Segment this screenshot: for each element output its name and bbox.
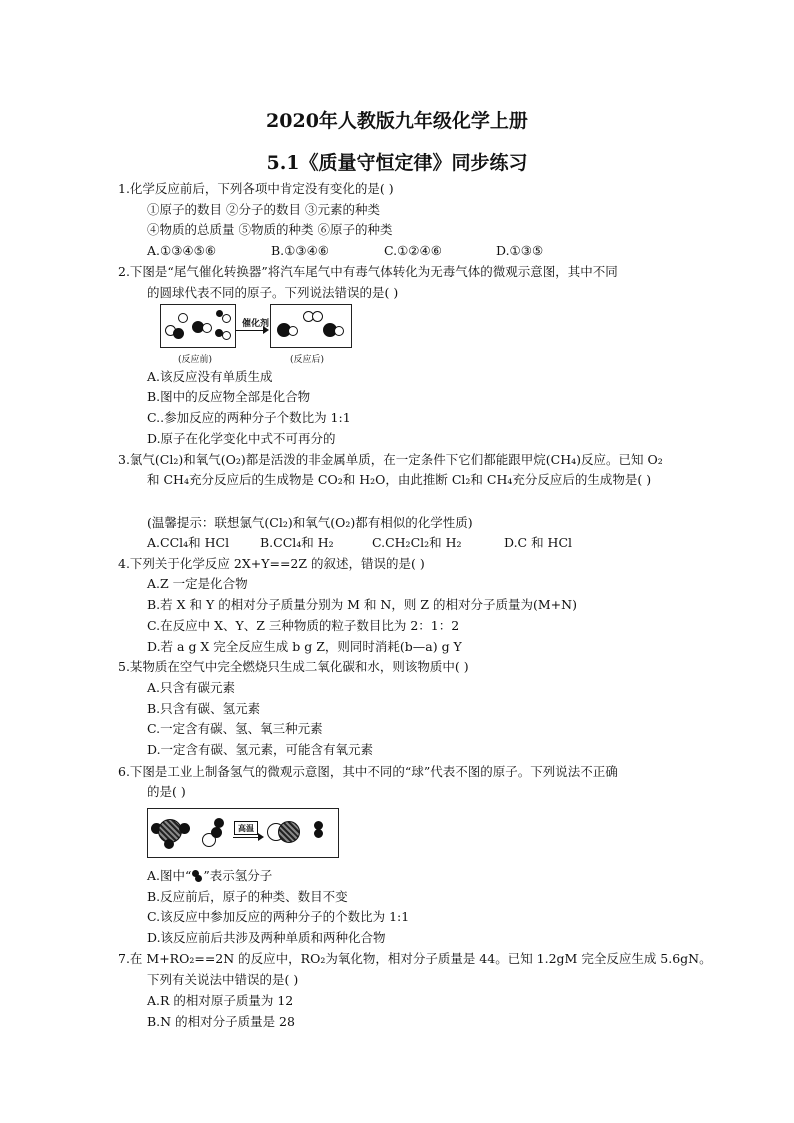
- q6-option-c: C.该反应中参加反应的两种分子的个数比为 1:1: [147, 909, 410, 924]
- q1-options: [147, 243, 543, 259]
- worksheet-subtitle: 5.1《质量守恒定律》同步练习: [266, 152, 528, 174]
- q2-stem-line2: 的圆球代表不同的原子。下列说法错误的是( ): [147, 285, 399, 300]
- white-atom-icon: [312, 311, 323, 322]
- white-atom-icon: [334, 326, 344, 336]
- white-atom-icon: [178, 313, 188, 323]
- q2-stem-line1: 2.下图是“尾气催化转换器”将汽车尾气中有毒气体转化为无毒气体的微观示意图，其中不同: [118, 264, 618, 279]
- q6-diagram: [147, 808, 347, 858]
- q6-reaction-box: [147, 808, 339, 858]
- q2-arrow-line: [236, 330, 264, 331]
- q5-option-c: C.一定含有碳、氢、氧三种元素: [147, 721, 323, 736]
- white-atom-icon: [202, 323, 212, 333]
- q3-stem-line2: 和 CH₄充分反应后的生成物是 CO₂和 H₂O，由此推断 Cl₂和 CH₄充分反应后的生成物是( ): [147, 472, 652, 487]
- q6-arrow-line: [233, 837, 259, 838]
- hydrogen-molecule-icon: [191, 870, 203, 882]
- q5-stem: 5.某物质在空气中完全燃烧只生成二氧化碳和水，则该物质中( ): [118, 659, 469, 674]
- q3-option-c: C.CH₂Cl₂和 H₂: [372, 535, 462, 550]
- q6-stem-line2: 的是( ): [147, 784, 186, 799]
- q7-option-a: A.R 的相对原子质量为 12: [147, 993, 294, 1008]
- worksheet-title: 2020年人教版九年级化学上册: [266, 110, 528, 132]
- q4-option-c: C.在反应中 X、Y、Z 三种物质的粒子数目比为 2：1：2: [147, 618, 460, 633]
- white-atom-icon: [288, 326, 298, 336]
- q2-option-b: B.图中的反应物全部是化合物: [147, 389, 311, 404]
- black-atom-icon: [211, 827, 222, 838]
- black-atom-icon: [179, 823, 190, 834]
- q1-option-d: D.①③⑤: [496, 243, 544, 258]
- q4-stem: 4.下列关于化学反应 2X+Y==2Z 的叙述，错误的是( ): [118, 556, 425, 571]
- q3-option-d: D.C 和 HCl: [504, 535, 573, 550]
- black-atom-icon: [173, 328, 184, 339]
- q2-after-box: [270, 304, 352, 348]
- q1-option-b: B.①③④⑥: [271, 243, 329, 258]
- q2-option-d: D.原子在化学变化中式不可再分的: [147, 431, 336, 446]
- q3-stem-line1: 3.氯气(Cl₂)和氧气(O₂)都是活泼的非金属单质，在一定条件下它们都能跟甲烷(CH₄)反应。已知 O₂: [118, 452, 663, 467]
- q2-caption-before: (反应前): [178, 355, 213, 365]
- arrow-right-icon: [258, 833, 264, 841]
- q6-stem-line1: 6.下图是工业上制备氢气的微观示意图，其中不同的“球”代表不图的原子。下列说法不正确: [118, 764, 618, 779]
- black-atom-icon: [214, 818, 224, 828]
- q5-option-d: D.一定含有碳、氢元素，可能含有氧元素: [147, 742, 374, 757]
- q4-option-a: A.Z 一定是化合物: [147, 576, 248, 591]
- black-atom-icon: [314, 829, 323, 838]
- q5-option-b: B.只含有碳、氢元素: [147, 701, 261, 716]
- q2-diagram: [160, 304, 360, 366]
- q3-hint: (温馨提示：联想氯气(Cl₂)和氧气(O₂)都有相似的化学性质): [147, 515, 473, 530]
- q4-option-b: B.若 X 和 Y 的相对分子质量分别为 M 和 N，则 Z 的相对分子质量为(M+N): [147, 597, 577, 612]
- q1-items-row1: ①原子的数目 ②分子的数目 ③元素的种类: [147, 202, 380, 217]
- white-atom-icon: [222, 314, 231, 323]
- q7-stem-line2: 下列有关说法中错误的是( ): [147, 972, 299, 987]
- q2-option-a: A.该反应没有单质生成: [147, 369, 273, 384]
- white-atom-icon: [222, 331, 231, 340]
- q2-option-c: C..参加反应的两种分子个数比为 1:1: [147, 410, 351, 425]
- q6-option-a: [147, 868, 272, 884]
- arrow-right-icon: [263, 326, 269, 334]
- hatched-atom-icon: [278, 821, 300, 843]
- q3-option-b: B.CCl₄和 H₂: [260, 535, 334, 550]
- q6-option-b: B.反应前后，原子的种类、数目不变: [147, 889, 348, 904]
- q7-stem-line1: 7.在 M+RO₂==2N 的反应中，RO₂为氧化物，相对分子质量是 44。已知 1.2gM 完全反应生成 5.6gN。: [118, 951, 712, 966]
- q2-before-box: [160, 304, 236, 348]
- q2-arrow-label: 催化剂: [242, 319, 270, 329]
- q3-options: [147, 535, 572, 551]
- q6-option-a-prefix: A.图中“: [147, 868, 192, 883]
- q7-option-b: B.N 的相对分子质量是 28: [147, 1014, 295, 1029]
- q3-option-a: A.CCl₄和 HCl: [147, 535, 230, 550]
- q5-option-a: A.只含有碳元素: [147, 680, 236, 695]
- q1-items-row2: ④物质的总质量 ⑤物质的种类 ⑥原子的种类: [147, 222, 393, 237]
- q6-option-d: D.该反应前后共涉及两种单质和两种化合物: [147, 930, 386, 945]
- q6-option-a-suffix: ”表示氢分子: [203, 868, 273, 883]
- q1-option-a: A.①③④⑤⑥: [147, 243, 217, 258]
- q1-option-c: C.①②④⑥: [384, 243, 442, 258]
- q1-stem: 1.化学反应前后，下列各项中肯定没有变化的是( ): [118, 181, 394, 196]
- q4-option-d: D.若 a g X 完全反应生成 b g Z，则同时消耗(b—a) g Y: [147, 639, 462, 654]
- black-atom-icon: [164, 839, 174, 849]
- q6-arrow-label: 高温: [234, 821, 258, 835]
- q2-caption-after: (反应后): [290, 355, 325, 365]
